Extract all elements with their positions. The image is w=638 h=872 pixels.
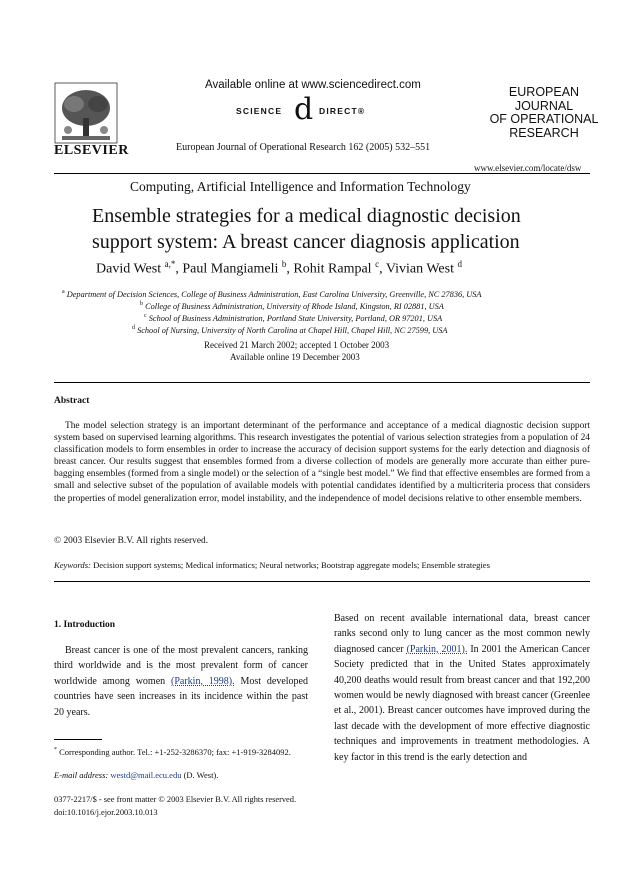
doi-line[interactable]: doi:10.1016/j.ejor.2003.10.013: [54, 808, 158, 817]
received-date: Received 21 March 2002; accepted 1 October 2003: [204, 340, 390, 350]
available-online-date: Available online 19 December 2003: [230, 352, 360, 362]
abstract-paragraph: The model selection strategy is an important determinant of the performance and acceptance of a medical diagnostic decision support system based on supervised learning algorithms. This research investigates the potential of various selection strategies from a population of 24 classification models to form ensembles in order to increase the accuracy of decision support systems for the early detection and diagnosis of breast cancer. Our results suggest that ensembles formed from a diverse collection of models are generally more accurate than either pure-bagging ensembles (formed from a single model) or the selection of a “single best model.” We find that effective ensembles are formed from a small and selective subset of the population of available models with potential candidates identified by a multicriteria process that considers the properties of model generalization error, model instability, and the independence of model decisions relative to other ensemble members.: [54, 421, 590, 504]
section-label: Computing, Artificial Intelligence and Information Technology: [130, 179, 471, 194]
affiliation: [62, 289, 481, 299]
email-footnote: [54, 770, 218, 780]
affiliation-text: School of Nursing, University of North Carolina at Chapel Hill, Chapel Hill, NC 27599, USA: [137, 325, 448, 335]
corresponding-author-footnote: [54, 744, 308, 758]
affiliation: [132, 325, 447, 335]
keywords-divider: [54, 581, 590, 582]
email-suffix: (D. West).: [181, 770, 219, 780]
footnote-mark: *: [54, 747, 57, 753]
journal-url[interactable]: www.elsevier.com/locate/dsw: [474, 163, 582, 173]
body-text: Most developed countries have seen increases in its incidence within the past 20 years.: [54, 675, 308, 718]
sciencedirect-right-text: DIRECT®: [319, 106, 366, 116]
affiliation: [140, 301, 444, 311]
keywords-list: Decision support systems; Medical informatics; Neural networks; Bootstrap aggregate models; Ensemble strategies: [93, 560, 490, 570]
affiliation-mark: c: [144, 313, 147, 319]
citation-link[interactable]: (Parkin, 1998).: [171, 675, 235, 687]
body-text: In 2001 the American Cancer Society predicted that in the United States approximately 40,200 deaths would result from breast cancer and that 192,200 women would be newly diagnosed with breast cancer (Greenlee et al., 2001). Breast cancer outcomes have improved during the last decade with the development of more effective diagnostic techniques and improvements in treatment methodologies. A key factor in this trend is the early detection and: [334, 643, 591, 763]
section-heading-introduction: 1. Introduction: [54, 620, 116, 630]
issn-line: 0377-2217/$ - see front matter © 2003 Elsevier B.V. All rights reserved.: [54, 795, 297, 804]
keywords-label: Keywords:: [54, 560, 91, 570]
article-title: [92, 203, 562, 255]
sciencedirect-at-glyph: d: [294, 92, 314, 127]
journal-logo-line: RESEARCH: [509, 125, 579, 140]
footnote-divider: [54, 739, 102, 740]
abstract-copyright: © 2003 Elsevier B.V. All rights reserved.: [54, 536, 209, 546]
publisher-name: ELSEVIER: [54, 143, 129, 158]
affiliation-mark: b: [140, 301, 143, 307]
journal-logo: [484, 86, 604, 140]
author-affiliation-mark: c: [375, 259, 380, 269]
affiliation-text: School of Business Administration, Portland State University, Portland, OR 97201, USA: [148, 313, 443, 323]
body-paragraph: [54, 643, 308, 720]
author-affiliation-mark: b: [281, 259, 287, 269]
email-label: E-mail address:: [54, 770, 109, 780]
abstract-heading: Abstract: [54, 396, 90, 406]
elsevier-tree-icon: [54, 82, 118, 144]
affiliation-mark: a: [62, 289, 65, 295]
body-column-left: [54, 643, 308, 720]
body-text: Based on recent available international data, breast cancer ranks second only to lung cancer as the most common newly diagnosed cancer: [334, 613, 590, 655]
author-affiliation-mark: d: [457, 259, 462, 269]
title-line: support system: A breast cancer diagnosis application: [92, 231, 520, 253]
author-affiliation-mark: a,*: [164, 259, 176, 269]
affiliation-text: Department of Decision Sciences, College of Business Administration, East Carolina University, Greenville, NC 27836, USA: [66, 289, 482, 299]
affiliation: [144, 313, 442, 323]
abstract-top-divider: [54, 382, 590, 383]
title-line: Ensemble strategies for a medical diagnostic decision: [92, 205, 521, 227]
sciencedirect-logo: [236, 92, 396, 127]
body-column-right: [334, 611, 590, 765]
journal-logo-line: OF OPERATIONAL: [489, 112, 599, 126]
available-online-line: Available online at www.sciencedirect.com: [205, 79, 421, 91]
author-name: Vivian West: [385, 261, 454, 277]
citation-link[interactable]: (Parkin, 2001).: [406, 643, 468, 655]
journal-logo-line: EUROPEAN: [508, 85, 580, 99]
header-divider: [54, 173, 590, 174]
body-paragraph: [334, 611, 590, 765]
keywords: [54, 560, 490, 570]
journal-citation: European Journal of Operational Research 162 (2005) 532–551: [176, 142, 431, 153]
journal-logo-line: JOURNAL: [514, 98, 574, 113]
author-name: Paul Mangiameli: [182, 261, 279, 277]
email-link[interactable]: westd@mail.ecu.edu: [110, 770, 182, 780]
sciencedirect-left-text: SCIENCE: [236, 106, 283, 116]
author-name: David West: [96, 261, 162, 277]
author-name: Rohit Rampal: [293, 261, 372, 277]
author-list: David West $^{a,*}$, Paul Mangiameli $^b$, Rohit Rampal $^c$, Vivian West $^d$: [96, 259, 462, 277]
footnote-text: Corresponding author. Tel.: +1-252-3286370; fax: +1-919-3284092.: [59, 746, 291, 757]
body-text: Breast cancer is one of the most prevalent cancers, ranking third worldwide and is the most prevalent form of cancer worldwide among women: [54, 645, 308, 687]
affiliation-mark: d: [132, 325, 135, 331]
affiliation-text: College of Business Administration, University of Rhode Island, Kingston, RI 02881, USA: [145, 301, 444, 311]
abstract-body: [54, 420, 590, 505]
